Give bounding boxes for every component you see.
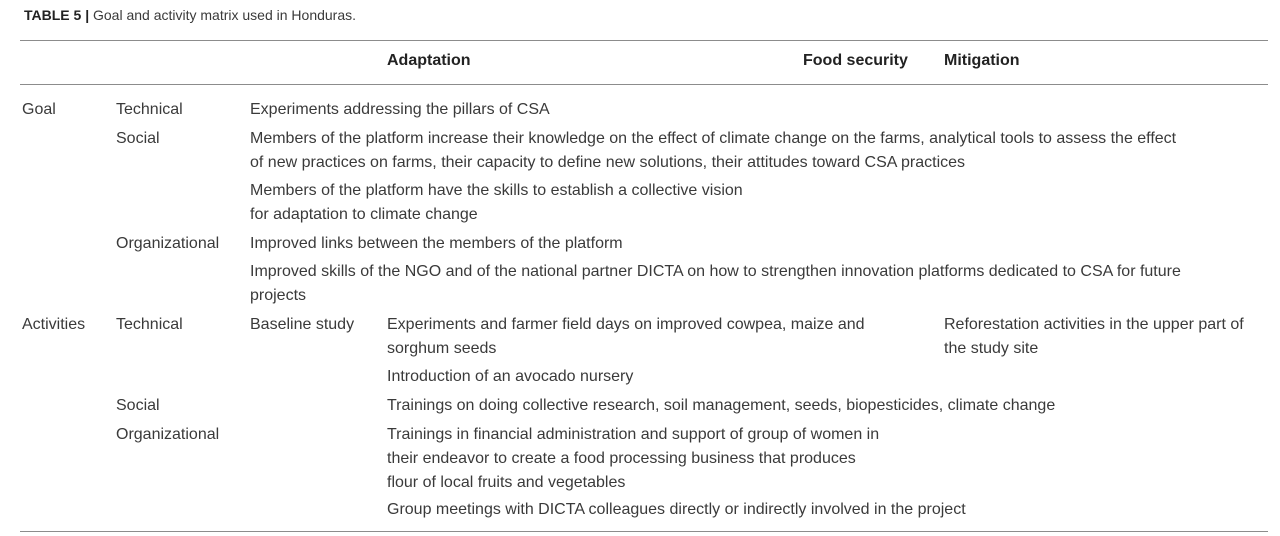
text-line: the study site: [944, 340, 1039, 357]
text-line: Reforestation activities in the upper part of: [944, 316, 1244, 333]
header-adaptation: Adaptation: [387, 52, 471, 69]
row-label-goal: Goal: [22, 101, 56, 118]
text-line: flour of local fruits and vegetables: [387, 474, 626, 491]
header-mitigation: Mitigation: [944, 52, 1020, 69]
text-line: for adaptation to climate change: [250, 206, 478, 223]
activities-social-text: Trainings on doing collective research, soil management, seeds, biopesticides, climate change: [387, 397, 1056, 414]
text-line: Members of the platform have the skills to establish a collective vision: [250, 182, 743, 199]
goal-organizational-text-2: [250, 260, 1181, 308]
goal-organizational-label: Organizational: [116, 235, 220, 252]
activities-avocado-text: Introduction of an avocado nursery: [387, 368, 634, 385]
text-line: projects: [250, 287, 307, 304]
text-line: their endeavor to create a food processing business that produces: [387, 450, 856, 467]
activities-experiments-text: [387, 313, 865, 361]
activities-technical-label: Technical: [116, 316, 183, 333]
activities-organizational-text-1: [387, 423, 879, 495]
caption-text: Goal and activity matrix used in Honduras.: [89, 7, 357, 23]
text-line: Improved skills of the NGO and of the national partner DICTA on how to strengthen innovation platforms dedicated to CSA for future: [250, 263, 1181, 280]
text-line: Experiments and farmer field days on improved cowpea, maize and: [387, 316, 865, 333]
table-caption: [24, 7, 356, 23]
bottom-rule: [20, 531, 1268, 532]
top-rule: [20, 40, 1268, 41]
text-line: of new practices on farms, their capacity to define new solutions, their attitudes toward CSA practices: [250, 154, 966, 171]
activities-reforestation-text: [944, 313, 1244, 361]
goal-technical-text: Experiments addressing the pillars of CSA: [250, 101, 550, 118]
header-rule: [20, 84, 1268, 85]
row-label-activities: Activities: [22, 316, 86, 333]
goal-social-text-2: [250, 179, 743, 227]
goal-social-text-1: [250, 127, 1176, 175]
caption-label: TABLE 5 |: [24, 7, 90, 23]
text-line: Members of the platform increase their knowledge on the effect of climate change on the farms, analytical tools to assess the effect: [250, 130, 1177, 147]
header-food-security: Food security: [803, 52, 908, 69]
goal-organizational-text-1: Improved links between the members of the platform: [250, 235, 623, 252]
goal-technical-label: Technical: [116, 101, 183, 118]
activities-organizational-text-2: Group meetings with DICTA colleagues directly or indirectly involved in the project: [387, 501, 966, 518]
text-line: Trainings in financial administration and support of group of women in: [387, 426, 880, 443]
goal-social-label: Social: [116, 130, 160, 147]
activities-social-label: Social: [116, 397, 160, 414]
activities-baseline-text: Baseline study: [250, 316, 355, 333]
activities-organizational-label: Organizational: [116, 426, 220, 443]
text-line: sorghum seeds: [387, 340, 497, 357]
